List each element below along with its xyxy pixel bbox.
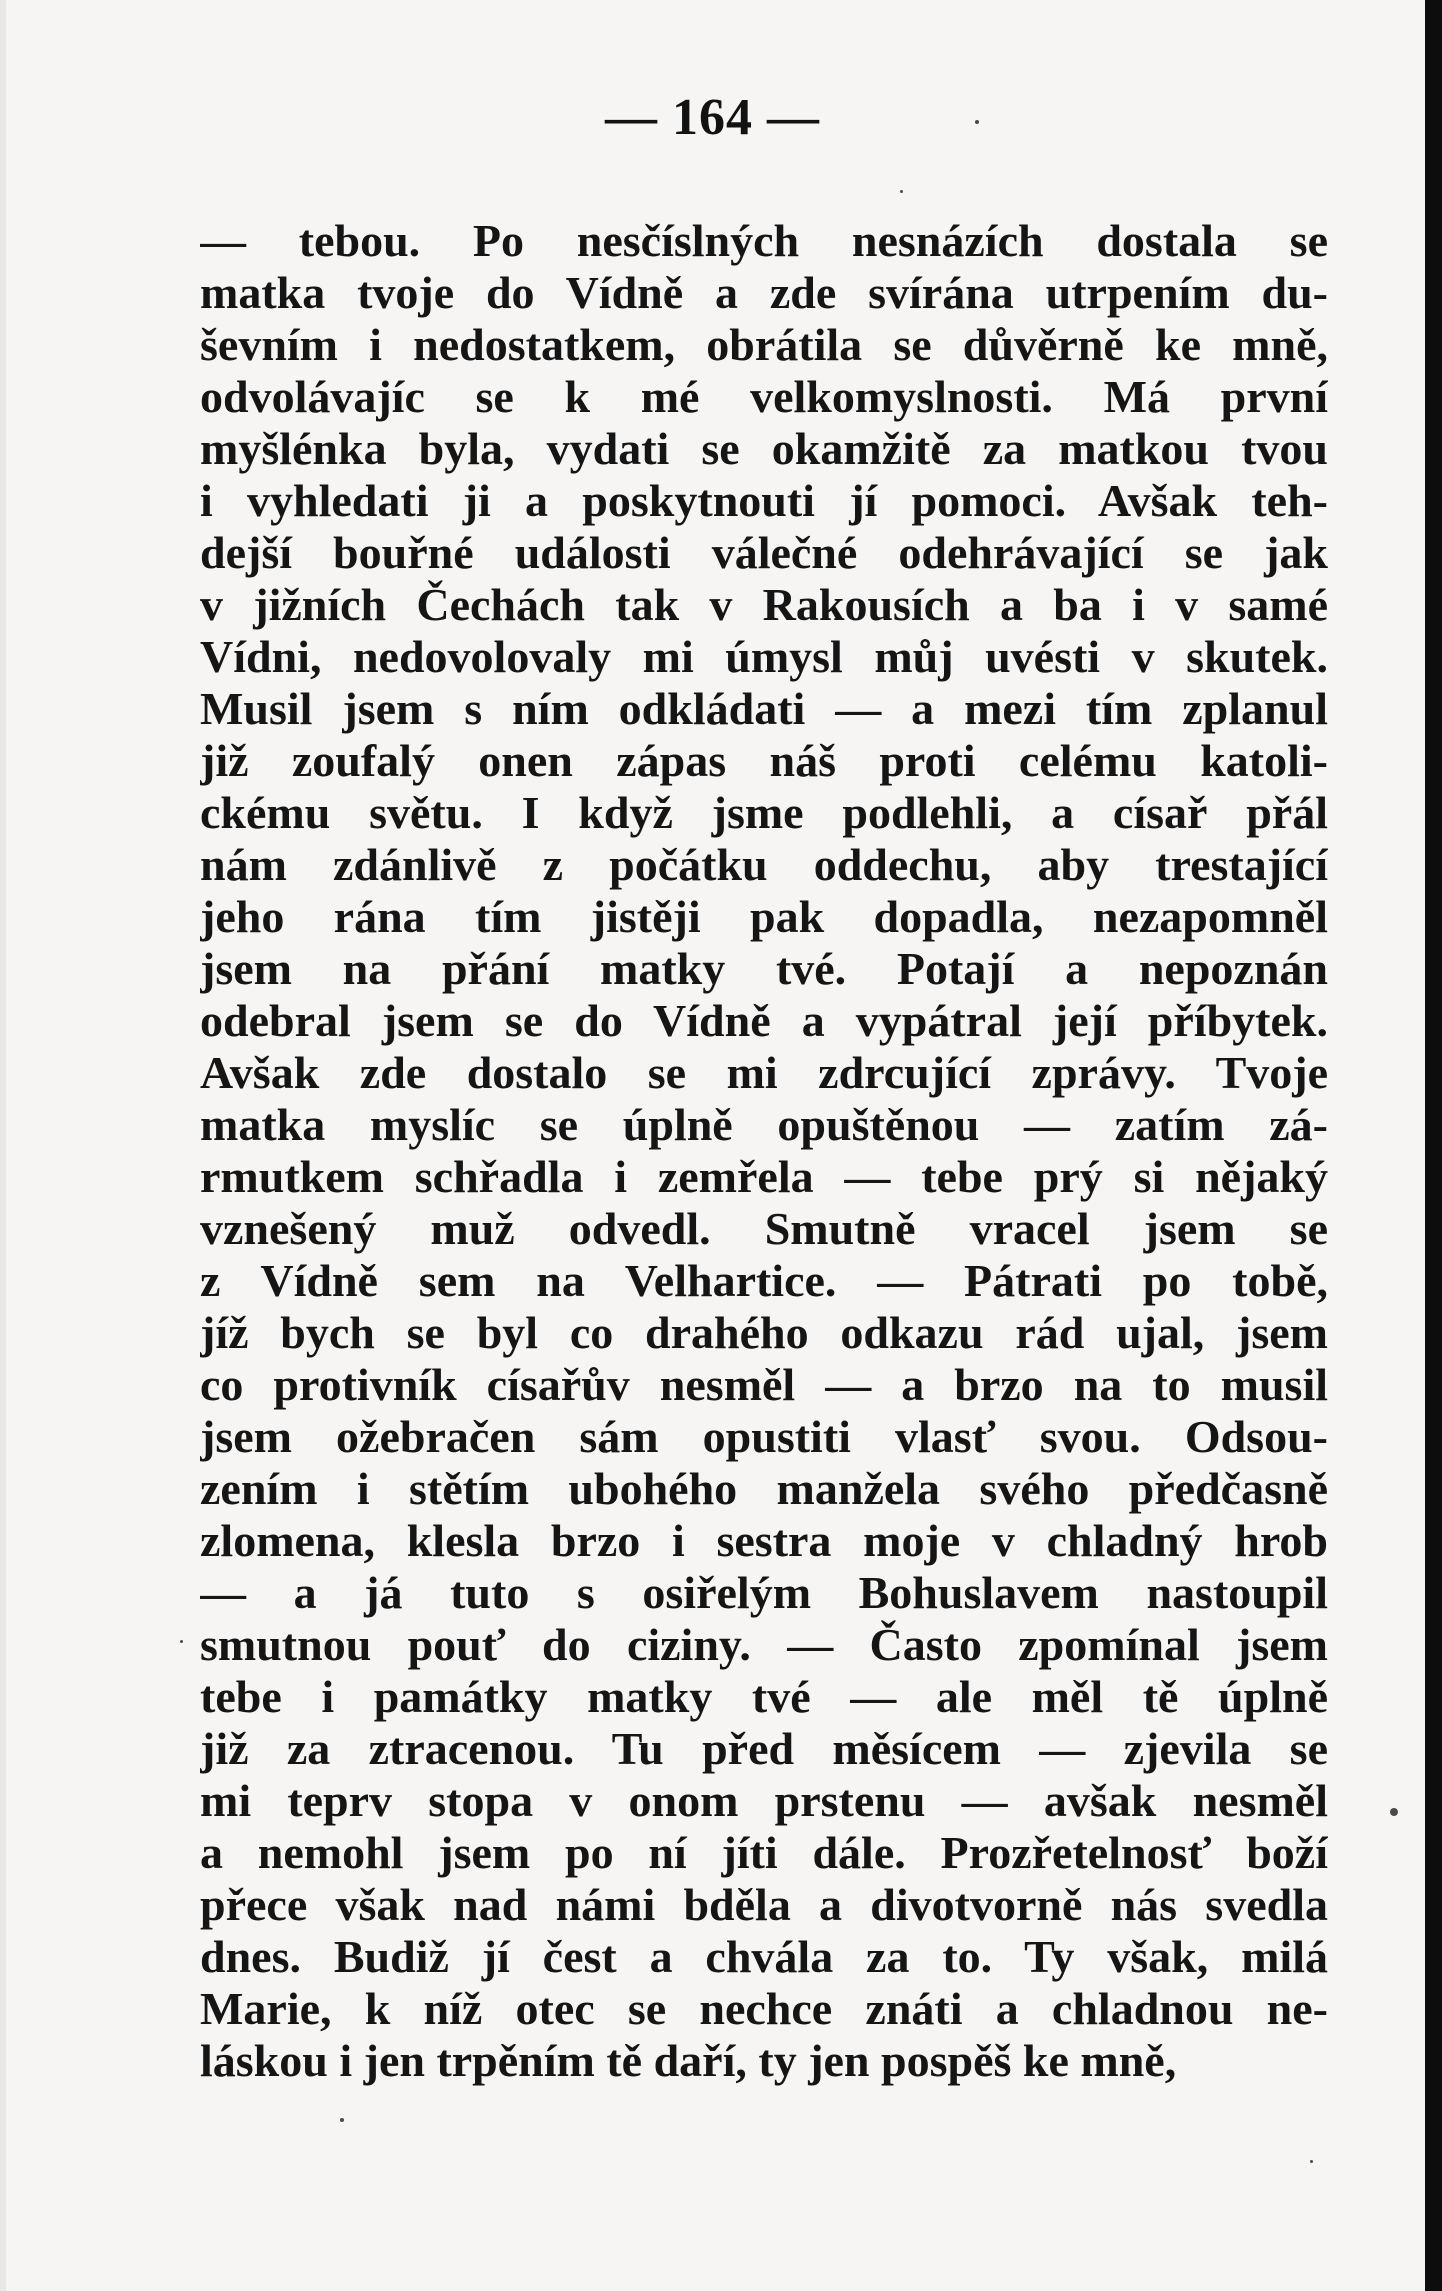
text-line: i vyhledati ji a poskytnouti jí pomoci. Avšak teh- xyxy=(200,475,1328,526)
text-line: již zoufalý onen zápas náš proti celému katoli- xyxy=(200,735,1328,786)
body-text xyxy=(200,215,1328,2087)
paper-speck xyxy=(1390,1808,1398,1816)
paper-speck xyxy=(975,120,979,124)
text-line: Musil jsem s ním odkládati — a mezi tím zplanul xyxy=(200,683,1328,734)
text-line: odebral jsem se do Vídně a vypátral její příbytek. xyxy=(200,995,1328,1046)
paper-speck xyxy=(1310,2160,1313,2163)
text-line: dejší bouřné události válečné odehrávající se jak xyxy=(200,527,1328,578)
text-line: — tebou. Po nesčíslných nesnázích dostala se xyxy=(200,215,1328,266)
text-line: v jižních Čechách tak v Rakousích a ba i v samé xyxy=(200,579,1328,630)
page-right-edge xyxy=(1425,0,1442,2291)
text-line: a nemohl jsem po ní jíti dále. Prozřetelnosť boží xyxy=(200,1827,1328,1878)
text-line: myšlénka byla, vydati se okamžitě za matkou tvou xyxy=(200,423,1328,474)
text-line: z Vídně sem na Velhartice. — Pátrati po tobě, xyxy=(200,1255,1328,1306)
page-number: — 164 — xyxy=(605,89,820,146)
paper-speck xyxy=(340,2118,344,2122)
text-line: jsem na přání matky tvé. Potají a nepoznán xyxy=(200,943,1328,994)
text-line: mi teprv stopa v onom prstenu — avšak nesměl xyxy=(200,1775,1328,1826)
text-line: matka myslíc se úplně opuštěnou — zatím zá- xyxy=(200,1099,1328,1150)
text-line: rmutkem schřadla i zemřela — tebe prý si nějaký xyxy=(200,1151,1328,1202)
paper-speck xyxy=(180,1640,183,1643)
text-line: Avšak zde dostalo se mi zdrcující zprávy. Tvoje xyxy=(200,1047,1328,1098)
text-line: nám zdánlivě z počátku oddechu, aby trestající xyxy=(200,839,1328,890)
text-line: co protivník císařův nesměl — a brzo na to musil xyxy=(200,1359,1328,1410)
text-line: ševním i nedostatkem, obrátila se důvěrně ke mně, xyxy=(200,319,1328,370)
text-line: láskou i jen trpěním tě daří, ty jen pospěš ke mně, xyxy=(200,2035,1177,2086)
text-line: zením i stětím ubohého manžela svého předčasně xyxy=(200,1463,1328,1514)
text-line: jsem ožebračen sám opustiti vlasť svou. Odsou- xyxy=(200,1411,1328,1462)
text-line: Marie, k níž otec se nechce znáti a chladnou ne- xyxy=(200,1983,1328,2034)
text-line: dnes. Budiž jí čest a chvála za to. Ty však, milá xyxy=(200,1931,1328,1982)
text-line: matka tvoje do Vídně a zde svírána utrpením du- xyxy=(200,267,1328,318)
paper-speck xyxy=(900,190,903,193)
text-line: tebe i památky matky tvé — ale měl tě úplně xyxy=(200,1671,1328,1722)
text-line: přece však nad námi bděla a divotvorně nás svedla xyxy=(200,1879,1328,1930)
text-line: Vídni, nedovolovaly mi úmysl můj uvésti v skutek. xyxy=(200,631,1328,682)
text-line: zlomena, klesla brzo i sestra moje v chladný hrob xyxy=(200,1515,1328,1566)
text-line: smutnou pouť do ciziny. — Často zpomínal jsem xyxy=(200,1619,1328,1670)
page-left-edge xyxy=(0,0,6,2291)
text-line: již za ztracenou. Tu před měsícem — zjevila se xyxy=(200,1723,1328,1774)
text-line: odvolávajíc se k mé velkomyslnosti. Má první xyxy=(200,371,1328,422)
text-line: vznešený muž odvedl. Smutně vracel jsem se xyxy=(200,1203,1328,1254)
text-line: jíž bych se byl co drahého odkazu rád ujal, jsem xyxy=(200,1307,1328,1358)
text-line: ckému světu. I když jsme podlehli, a císař přál xyxy=(200,787,1328,838)
text-line: — a já tuto s osiřelým Bohuslavem nastoupil xyxy=(200,1567,1328,1618)
text-line: jeho rána tím jistěji pak dopadla, nezapomněl xyxy=(200,891,1328,942)
